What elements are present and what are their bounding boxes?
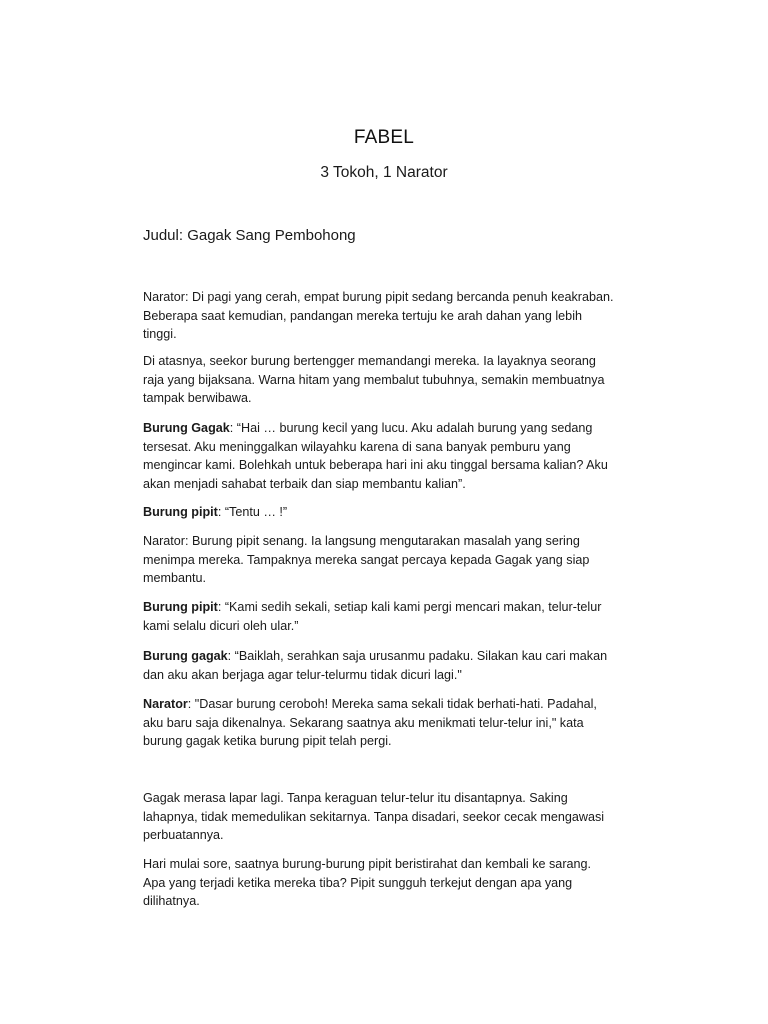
paragraph-line: aku baru saja dikenalnya. Sekarang saatnya aku menikmati telur-telur ini," kata	[143, 715, 584, 730]
paragraph-line: Beberapa saat kemudian, pandangan mereka tertuju ke arah dahan yang lebih	[143, 308, 582, 323]
paragraph-line: Hari mulai sore, saatnya burung-burung pipit beristirahat dan kembali ke sarang.	[143, 857, 592, 871]
dialogue-paragraph	[143, 647, 663, 684]
paragraph	[143, 352, 663, 408]
dialogue-text: : “Tentu … !”	[217, 505, 288, 519]
dialogue-first-line	[143, 598, 663, 617]
dialogue-paragraph	[143, 503, 663, 522]
paragraph-line: dan aku akan berjaga agar telur-telurmu tidak dicuri lagi."	[143, 667, 462, 682]
dialogue-text: : "Dasar burung ceroboh! Mereka sama sekali tidak berhati-hati. Padahal,	[187, 697, 597, 711]
paragraph-line: tampak berwibawa.	[143, 391, 252, 406]
document-subtitle: 3 Tokoh, 1 Narator	[320, 164, 448, 181]
paragraph-line: Apa yang terjadi ketika mereka tiba? Pipit sungguh terkejut dengan apa yang	[143, 875, 573, 890]
paragraph-line: Di atasnya, seekor burung bertengger memandangi mereka. Ia layaknya seorang	[143, 354, 596, 368]
dialogue-first-line	[143, 503, 663, 522]
dialogue-text: : “Baiklah, serahkan saja urusanmu padaku. Silakan kau cari makan	[227, 649, 608, 663]
paragraph-line: tersesat. Aku meninggalkan wilayahku karena di sana banyak pemburu yang	[143, 439, 571, 454]
paragraph-line: dilihatnya.	[143, 894, 200, 909]
paragraph-line: membantu.	[143, 571, 206, 586]
paragraph-line: perbuatannya.	[143, 828, 224, 843]
paragraph-line: kami selalu dicuri oleh ular.”	[143, 618, 299, 633]
dialogue-text: : “Hai … burung kecil yang lucu. Aku adalah burung yang sedang	[229, 421, 593, 435]
paragraph	[143, 532, 663, 588]
speaker-name: Burung gagak	[143, 649, 228, 663]
paragraph-line: akan menjadi sahabat terbaik dan siap membantu kalian”.	[143, 476, 466, 491]
paragraph-line: burung gagak ketika burung pipit telah pergi.	[143, 734, 392, 749]
speaker-name: Burung pipit	[143, 505, 218, 519]
dialogue-first-line	[143, 419, 663, 438]
dialogue-paragraph	[143, 598, 663, 635]
paragraph-line: Gagak merasa lapar lagi. Tanpa keraguan telur-telur itu disantapnya. Saking	[143, 791, 568, 805]
speaker-name: Burung pipit	[143, 600, 218, 614]
story-title: Judul: Gagak Sang Pembohong	[143, 227, 356, 244]
paragraph	[143, 855, 663, 911]
dialogue-paragraph	[143, 419, 663, 493]
paragraph	[143, 789, 663, 845]
paragraph-line: Narator: Di pagi yang cerah, empat burung pipit sedang bercanda penuh keakraban.	[143, 290, 614, 304]
document-title: FABEL	[353, 127, 415, 148]
paragraph-line: Narator: Burung pipit senang. Ia langsung mengutarakan masalah yang sering	[143, 534, 580, 548]
paragraph	[143, 288, 663, 344]
dialogue-first-line	[143, 647, 663, 666]
paragraph-line: menimpa mereka. Tampaknya mereka sangat percaya kepada Gagak yang siap	[143, 552, 590, 567]
speaker-name: Narator	[143, 697, 188, 711]
paragraph-line: tinggi.	[143, 327, 177, 342]
paragraph-line: lahapnya, tidak memedulikan sekitarnya. Tanpa disadari, seekor cecak mengawasi	[143, 809, 605, 824]
dialogue-first-line	[143, 695, 663, 714]
paragraph-line: mengincar kami. Bolehkah untuk beberapa hari ini aku tinggal bersama kalian? Aku	[143, 458, 608, 473]
dialogue-paragraph	[143, 695, 663, 751]
paragraph-line: raja yang bijaksana. Warna hitam yang membalut tubuhnya, semakin membuatnya	[143, 372, 605, 387]
speaker-name: Burung Gagak	[143, 421, 230, 435]
dialogue-text: : “Kami sedih sekali, setiap kali kami pergi mencari makan, telur-telur	[217, 600, 602, 614]
